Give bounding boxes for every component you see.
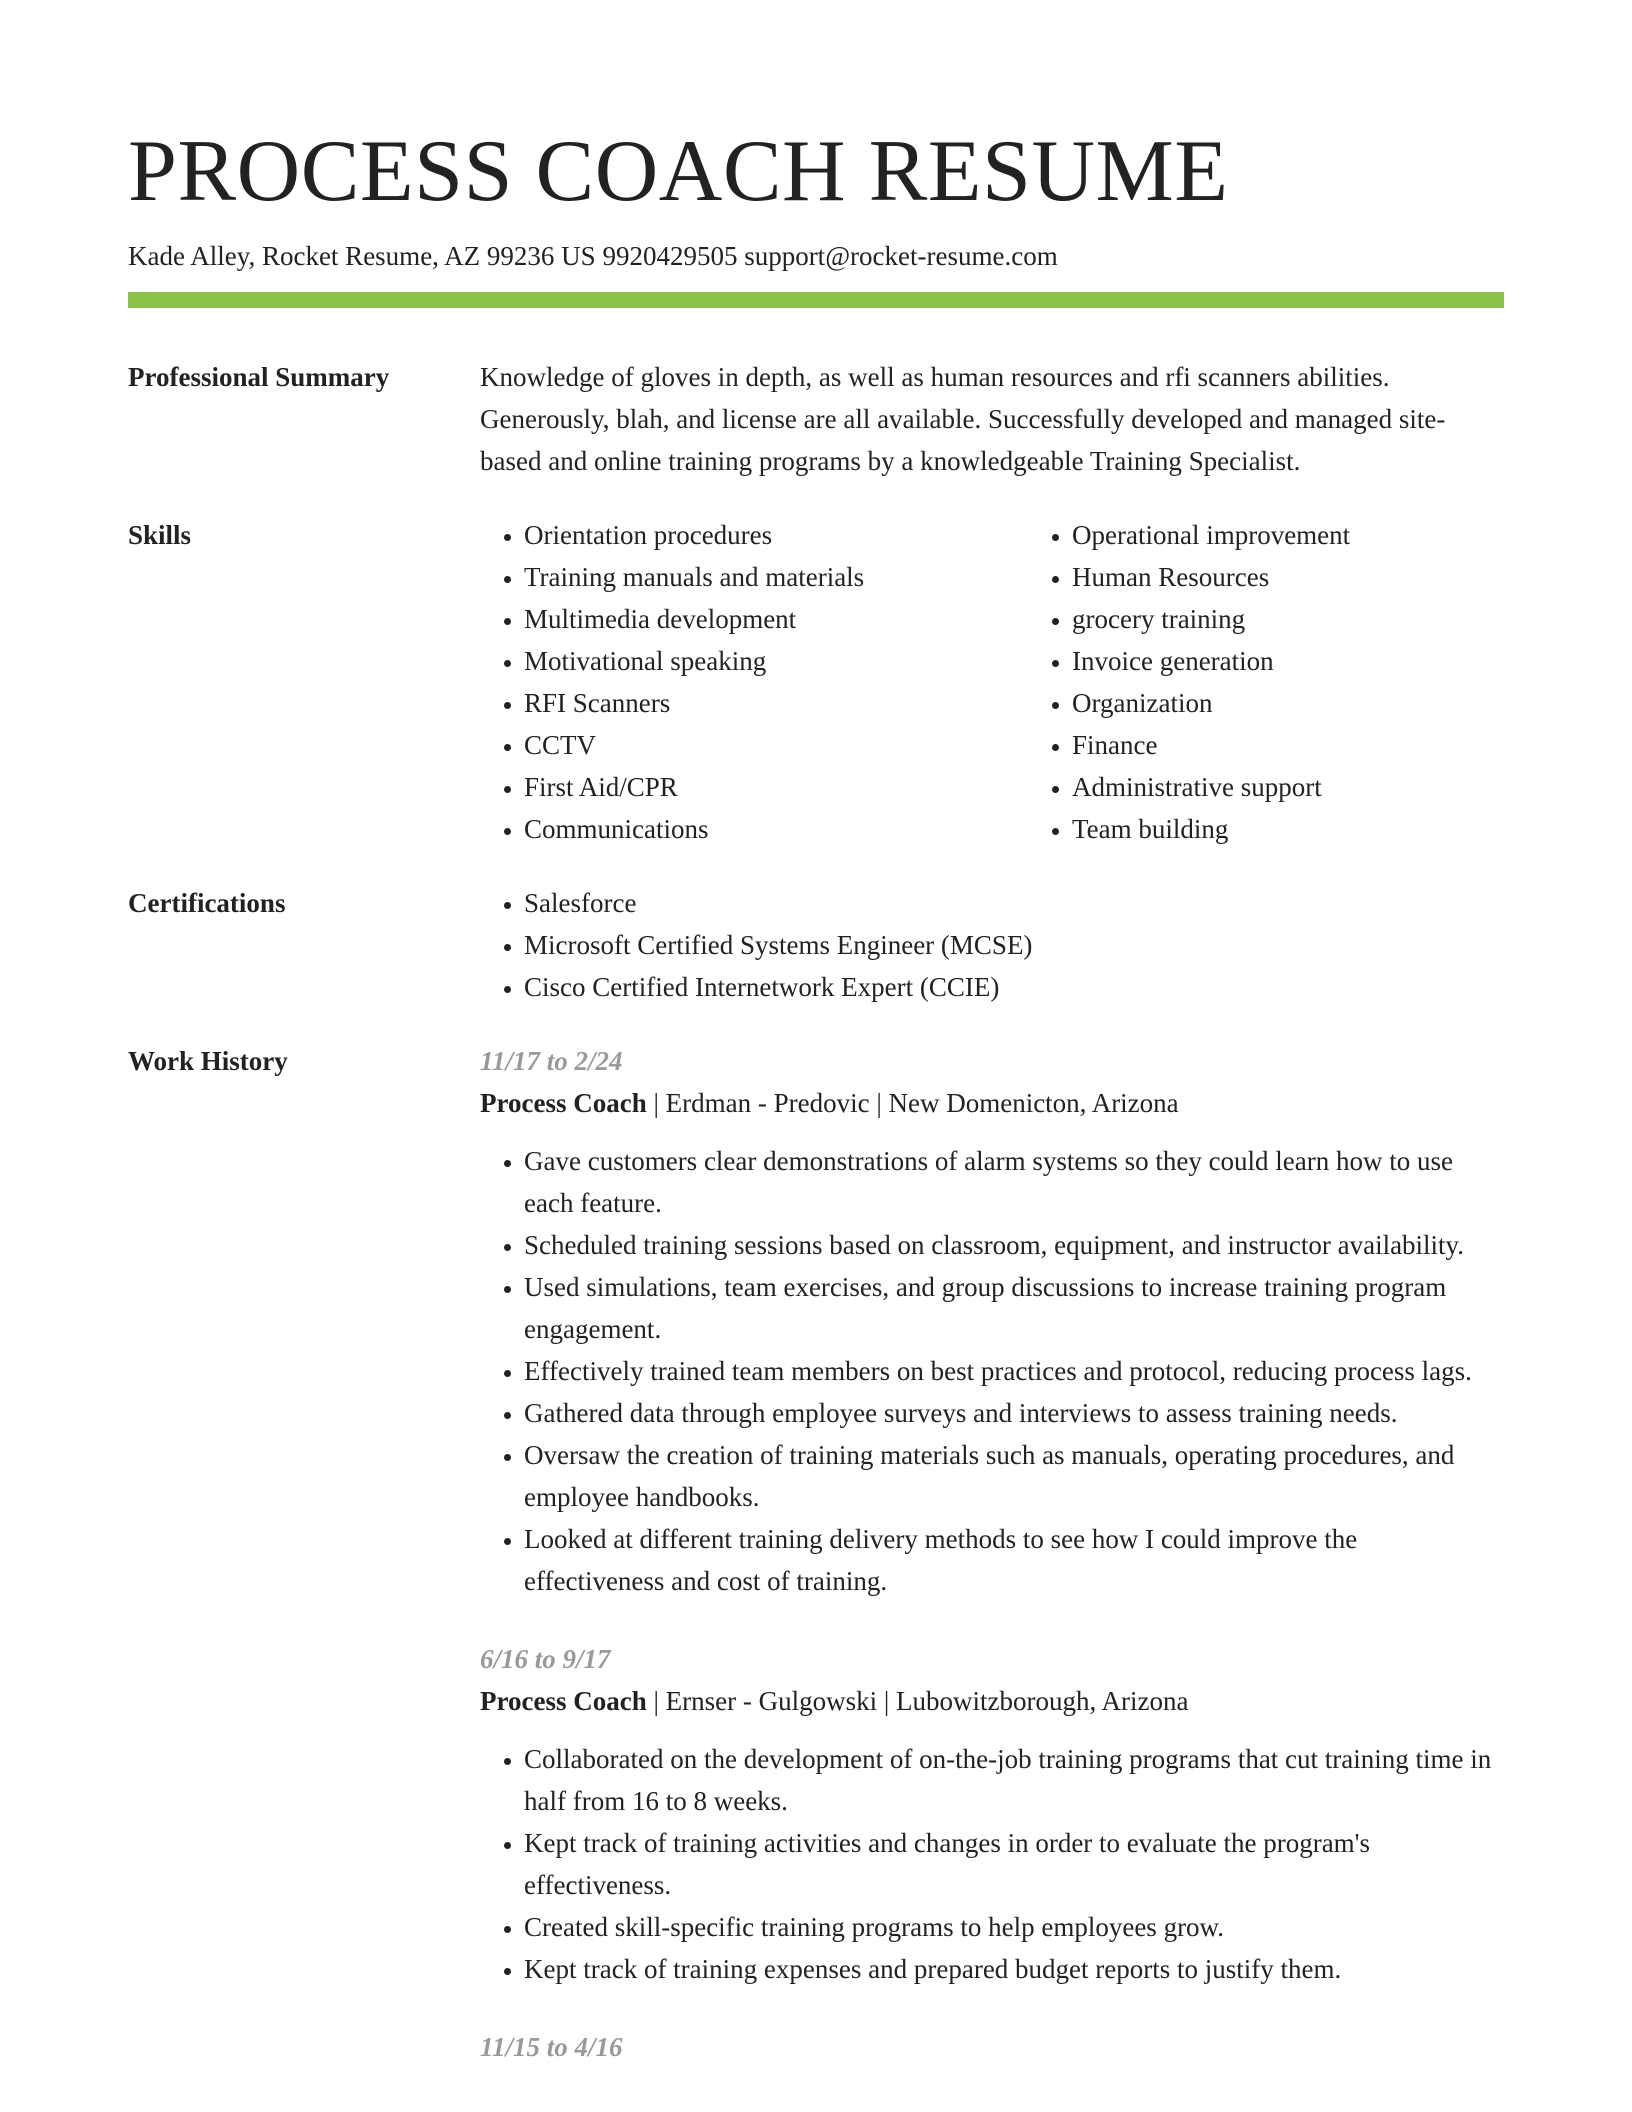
job-title: Process Coach — [480, 1686, 647, 1716]
job-entry — [480, 2026, 1504, 2068]
skills-content — [480, 514, 1542, 850]
job-date: 11/17 to 2/24 — [480, 1046, 623, 1076]
job-entry — [480, 1638, 1504, 1990]
job-entry — [480, 1040, 1504, 1602]
job-heading — [480, 1082, 1504, 1124]
skill-item: • CCTV — [524, 724, 984, 766]
certifications-label: Certifications — [128, 888, 286, 918]
skill-item: • Motivational speaking — [524, 640, 984, 682]
job-date: 6/16 to 9/17 — [480, 1644, 611, 1674]
job-bullets — [480, 1140, 1504, 1602]
job-bullets — [480, 1738, 1504, 1990]
skill-item: • Organization — [1072, 682, 1542, 724]
skill-item: • Multimedia development — [524, 598, 984, 640]
skill-item: • Training manuals and materials — [524, 556, 984, 598]
skill-item: • Team building — [1072, 808, 1542, 850]
contact-line: Kade Alley, Rocket Resume, AZ 99236 US 9920429505 support@rocket-resume.com — [128, 241, 1058, 271]
certifications-list — [480, 882, 1504, 1008]
skill-item: • RFI Scanners — [524, 682, 984, 724]
job-bullet: • Created skill-specific training programs to help employees grow. — [524, 1906, 1504, 1948]
job-title: Process Coach — [480, 1088, 647, 1118]
certification-item: • Microsoft Certified Systems Engineer (MCSE) — [524, 924, 1504, 966]
work-history-label: Work History — [128, 1046, 288, 1076]
job-date: 11/15 to 4/16 — [480, 2032, 623, 2062]
job-heading — [480, 1680, 1504, 1722]
skill-item: • Communications — [524, 808, 984, 850]
skill-item: • Orientation procedures — [524, 514, 984, 556]
skills-section — [128, 514, 1504, 850]
skill-item: • Invoice generation — [1072, 640, 1542, 682]
skills-list-left — [480, 514, 984, 850]
job-details: | Erdman - Predovic | New Domenicton, Arizona — [646, 1088, 1179, 1118]
job-bullet: • Kept track of training activities and changes in order to evaluate the program's effectiveness. — [524, 1822, 1504, 1906]
job-details: | Ernser - Gulgowski | Lubowitzborough, Arizona — [646, 1686, 1189, 1716]
job-bullet: • Oversaw the creation of training materials such as manuals, operating procedures, and employee handbooks. — [524, 1434, 1504, 1518]
skill-item: • grocery training — [1072, 598, 1542, 640]
certification-item: • Salesforce — [524, 882, 1504, 924]
skill-item: • Human Resources — [1072, 556, 1542, 598]
certification-item: • Cisco Certified Internetwork Expert (CCIE) — [524, 966, 1504, 1008]
work-history-section — [128, 1040, 1504, 2104]
job-bullet: • Used simulations, team exercises, and group discussions to increase training program engagement. — [524, 1266, 1504, 1350]
skills-list-right — [1028, 514, 1542, 850]
job-bullet: • Looked at different training delivery methods to see how I could improve the effectiveness and cost of training. — [524, 1518, 1504, 1602]
job-bullet: • Collaborated on the development of on-the-job training programs that cut training time in half from 16 to 8 weeks. — [524, 1738, 1504, 1822]
job-bullet: • Kept track of training expenses and prepared budget reports to justify them. — [524, 1948, 1504, 1990]
job-bullet: • Scheduled training sessions based on classroom, equipment, and instructor availability. — [524, 1224, 1504, 1266]
job-bullet: • Gathered data through employee surveys and interviews to assess training needs. — [524, 1392, 1504, 1434]
accent-rule — [128, 292, 1504, 308]
job-bullet: • Effectively trained team members on best practices and protocol, reducing process lags. — [524, 1350, 1504, 1392]
skill-item: • Finance — [1072, 724, 1542, 766]
certifications-content — [480, 882, 1504, 1008]
resume-page — [128, 0, 1504, 2104]
certifications-section — [128, 882, 1504, 1008]
skill-item: • First Aid/CPR — [524, 766, 984, 808]
skills-label: Skills — [128, 520, 192, 550]
summary-content — [480, 356, 1504, 482]
skill-item: • Administrative support — [1072, 766, 1542, 808]
summary-section — [128, 356, 1504, 482]
summary-label: Professional Summary — [128, 362, 390, 392]
work-history-content — [480, 1040, 1504, 2104]
page-title: PROCESS COACH RESUME — [128, 123, 1229, 220]
job-bullet: • Gave customers clear demonstrations of alarm systems so they could learn how to use each feature. — [524, 1140, 1504, 1224]
skill-item: • Operational improvement — [1072, 514, 1542, 556]
summary-text: Knowledge of gloves in depth, as well as human resources and rfi scanners abilities. Generously, blah, and license are all available. Successfully developed and managed site-based and online training programs by a knowledgeable Training Specialist. — [480, 362, 1446, 476]
